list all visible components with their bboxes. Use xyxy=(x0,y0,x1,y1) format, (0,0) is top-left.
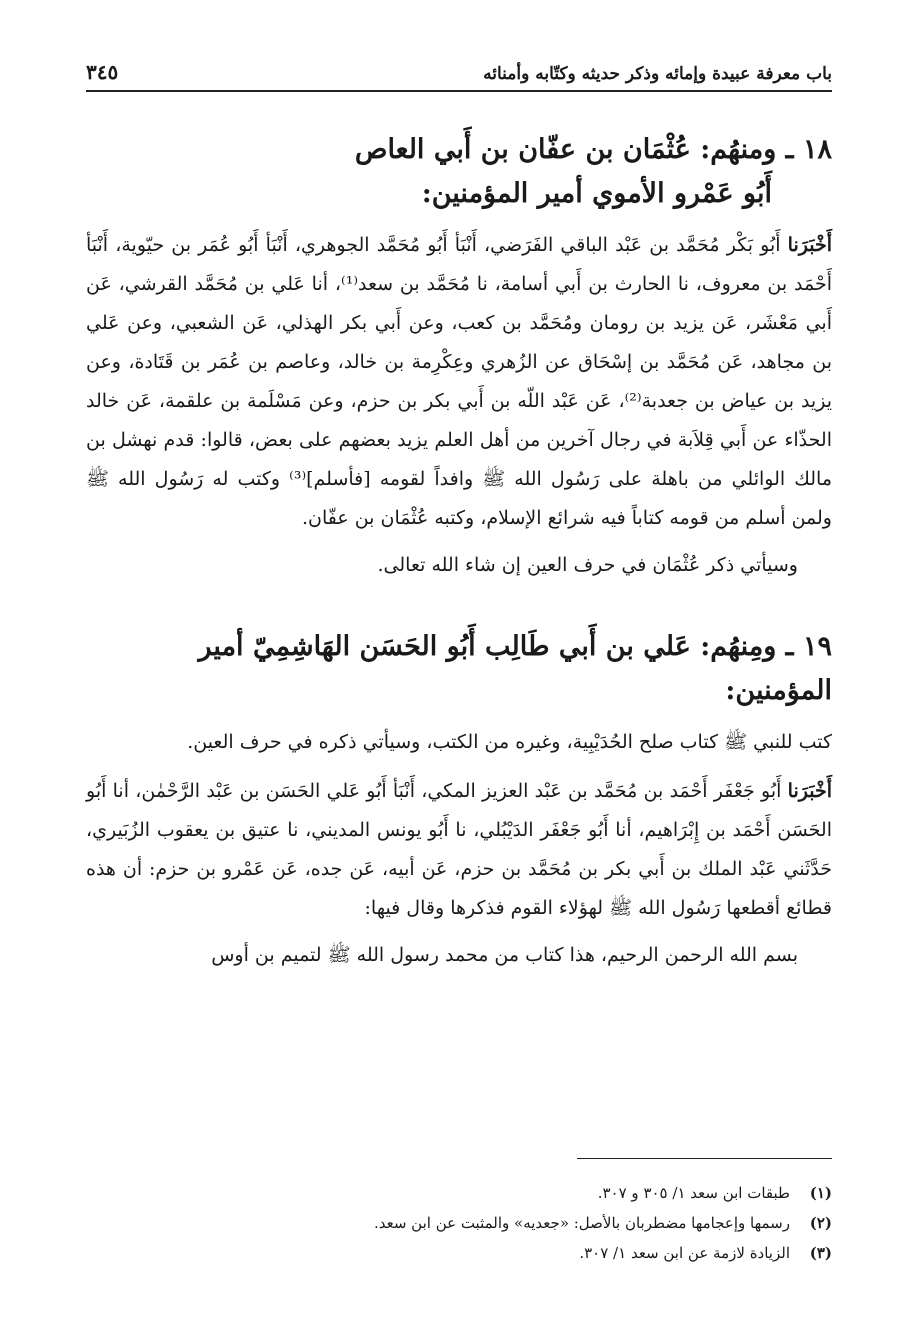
footnote-divider xyxy=(577,1158,832,1159)
footnote-text: الزيادة لازمة عن ابن سعد ١/ ٣٠٧. xyxy=(579,1244,790,1262)
footnote-text: رسمها وإعجامها مضطربان بالأصل: «جعديه» والمثبت عن ابن سعد. xyxy=(373,1214,790,1232)
footnotes xyxy=(86,1178,832,1268)
section-18-heading xyxy=(86,128,832,216)
footnote-number: (٢) xyxy=(809,1214,832,1232)
section-19-paragraph-1: كتب للنبي ﷺ كتاب صلح الحُدَيْبِية، وغيره من الكتب، وسيأتي ذكره في حرف العين. xyxy=(187,731,832,753)
section-18-paragraph-2: وسيأتي ذكر عُثْمَان في حرف العين إن شاء الله تعالى. xyxy=(377,554,798,576)
footnote-1 xyxy=(86,1178,832,1208)
section-18-heading-line2: أَبُو عَمْرو الأموي أمير المؤمنين: xyxy=(421,178,772,209)
section-19-isnad: أَبُو جَعْفَر أَحْمَد بن مُحَمَّد بن عَبْد العزيز المكي، أَنْبَأ أَبُو عَلي الحَسَن بن عَبْد الرَّحْمٰن، أنا أَبُو الحَسَن أَحْمَد بن إِبْرَاهيم، أنا أَبُو جَعْفَر الدَيْبُلي، نا أَبُو يونس المديني، نا عتيق بن يعقوب الزُبَيري، حَدَّثَني عَبْد الملك بن أَبي بكر بن مُحَمَّد بن حزم، عَن أبيه، عَن جده، عَن عَمْرو بن حزم: أن هذه قطائع أقطعها رَسُول الله ﷺ لهؤلاء القوم فذكرها وقال فيها: xyxy=(86,780,832,919)
running-header xyxy=(86,52,832,92)
footnote-number: (١) xyxy=(809,1184,832,1202)
main-text xyxy=(86,118,832,975)
page-number: ٣٤٥ xyxy=(86,60,119,84)
section-18-paragraph-1 xyxy=(86,226,832,538)
footnote-number: (٣) xyxy=(809,1244,832,1262)
footnote-2 xyxy=(86,1208,832,1238)
section-18-isnad: أَبُو بَكْر مُحَمَّد بن عَبْد الباقي الفَرَضي، أَنْبَأ أَبُو مُحَمَّد الجوهري، أَنْبَأ أَبُو عُمَر بن حيّوية، أَنْبَأ أَحْمَد بن معروف، نا الحارث بن أَبي أسامة، نا مُحَمَّد بن سعد⁽¹⁾، أنا عَلي بن مُحَمَّد القرشي، عَن أَبي مَعْشَر، عَن يزيد بن رومان ومُحَمَّد بن كعب، وعن أَبي بكر الهذلي، عَن الشعبي، وعن عَلي بن مجاهد، عَن مُحَمَّد بن إسْحَاق عن الزُهري وعِكْرِمة بن خالد، وعاصم بن عُمَر بن قَتَادة، وعن يزيد بن عياض بن جعدبة⁽²⁾، عَن عَبْد اللّه بن أَبي بكر بن حزم، وعن مَسْلَمة بن علقمة، عَن خالد الحذّاء عن أَبي قِلاَبة في رجال آخرين من أهل العلم يزيد بعضهم على بعض، قالوا: قدم نهشل بن مالك الوائلي من باهلة على رَسُول الله ﷺ وافداً لقومه [فأسلم]⁽³⁾ وكتب له رَسُول الله ﷺ ولمن أسلم من قومه كتاباً فيه شرائع الإسلام، وكتبه عُثْمَان بن عفّان. xyxy=(86,234,832,529)
section-19-paragraph-2 xyxy=(86,772,832,928)
running-title: باب معرفة عبيدة وإمائه وذكر حديثه وكتّابه وأمنائه xyxy=(483,64,832,84)
section-19-heading: ١٩ ـ ومِنهُم: عَلي بن أَبي طَالِب أَبُو الحَسَن الهَاشِمِيّ أمير المؤمنين: xyxy=(198,631,832,706)
section-18-heading-line1: ١٨ ـ ومنهُم: عُثْمَان بن عفّان بن أَبي العاص xyxy=(354,134,832,165)
akhbarana-lead: أَخْبَرَنا xyxy=(787,234,832,256)
akhbarana-lead: أَخْبَرَنا xyxy=(787,780,832,802)
section-19-paragraph-3: بسم الله الرحمن الرحيم، هذا كتاب من محمد رسول الله ﷺ لتميم بن أوس xyxy=(211,944,798,966)
footnote-text: طبقات ابن سعد ١/ ٣٠٥ و ٣٠٧. xyxy=(597,1184,790,1202)
footnote-3 xyxy=(86,1238,832,1268)
